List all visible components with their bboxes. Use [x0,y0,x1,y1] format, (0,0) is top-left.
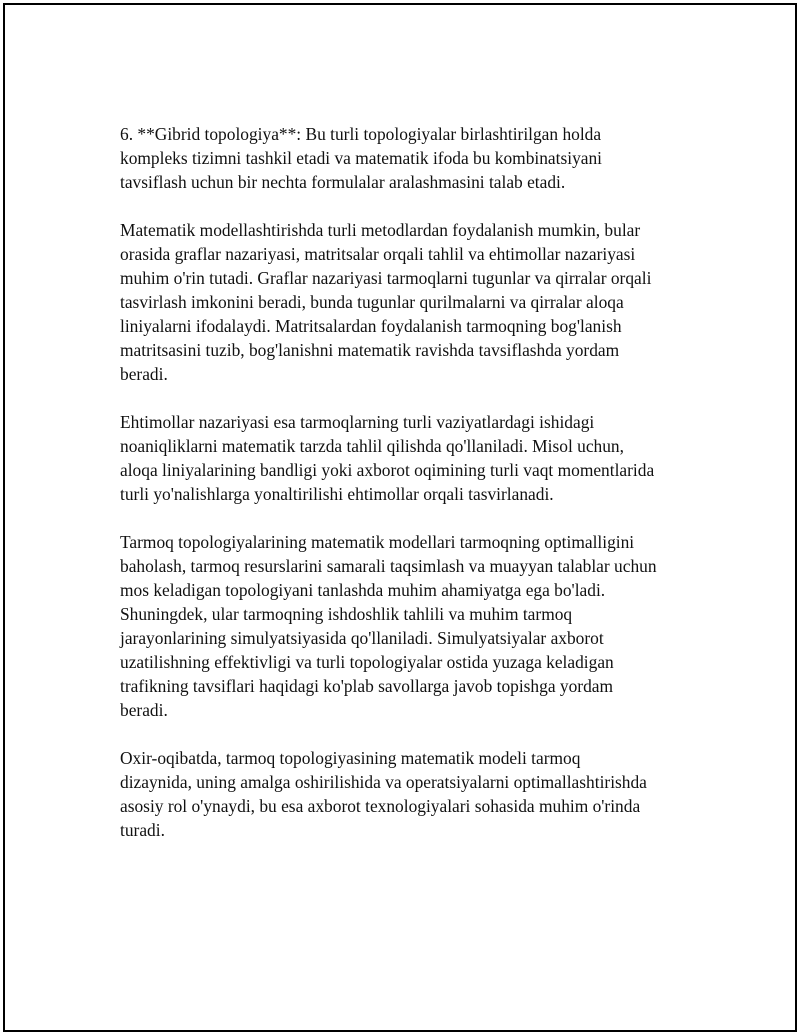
text-line: Shuningdek, ular tarmoqning ishdoshlik tahlili va muhim tarmoq [120,604,573,624]
text-line: dizaynida, uning amalga oshirilishida va operatsiyalarni optimallashtirishda [120,772,647,792]
text-line: turadi. [120,820,165,840]
paragraph-topology-models [120,530,700,722]
document-page [3,3,797,1032]
text-line: baholash, tarmoq resurslarini samarali taqsimlash va muayyan talablar uchun [120,556,657,576]
text-line: asosiy rol o'ynaydi, bu esa axborot texnologiyalari sohasida muhim o'rinda [120,796,641,816]
text-line: Tarmoq topologiyalarining matematik modellari tarmoqning optimalligini [120,532,635,552]
text-line: Oxir-oqibatda, tarmoq topologiyasining matematik modeli tarmoq [120,748,581,768]
text-line: orasida graflar nazariyasi, matritsalar orqali tahlil va ehtimollar nazariyasi [120,244,636,264]
text-line: tasvirlash imkonini beradi, bunda tugunlar qurilmalarni va qirralar aloqa [120,292,624,312]
text-line: tavsiflash uchun bir nechta formulalar aralashmasini talab etadi. [120,172,566,192]
text-line: uzatilishning effektivligi va turli topologiyalar ostida yuzaga keladigan [120,652,614,672]
text-line: 6. **Gibrid topologiya**: Bu turli topologiyalar birlashtirilgan holda [120,124,602,144]
text-line: liniyalarni ifodalaydi. Matritsalardan foydalanish tarmoqning bog'lanish [120,316,622,336]
paragraph-modeling-methods [120,218,700,386]
text-line: trafikning tavsiflari haqidagi ko'plab savollarga javob topishga yordam [120,676,614,696]
text-line: muhim o'rin tutadi. Graflar nazariyasi tarmoqlarni tugunlar va qirralar orqali [120,268,652,288]
text-line: beradi. [120,700,168,720]
paragraph-hybrid-topology [120,122,700,194]
text-line: beradi. [120,364,168,384]
text-line: aloqa liniyalarining bandligi yoki axborot oqimining turli vaqt momentlarida [120,460,655,480]
text-line: jarayonlarining simulyatsiyasida qo'llaniladi. Simulyatsiyalar axborot [120,628,604,648]
text-line: Matematik modellashtirishda turli metodlardan foydalanish mumkin, bular [120,220,641,240]
paragraph-conclusion [120,746,700,842]
paragraph-probability-theory [120,410,700,506]
document-body [120,122,700,866]
text-line: Ehtimollar nazariyasi esa tarmoqlarning turli vaziyatlardagi ishidagi [120,412,595,432]
text-line: turli yo'nalishlarga yonaltirilishi ehtimollar orqali tasvirlanadi. [120,484,554,504]
text-line: matritsasini tuzib, bog'lanishni matematik ravishda tavsiflashda yordam [120,340,620,360]
text-line: noaniqliklarni matematik tarzda tahlil qilishda qo'llaniladi. Misol uchun, [120,436,624,456]
text-line: mos keladigan topologiyani tanlashda muhim ahamiyatga ega bo'ladi. [120,580,606,600]
text-line: kompleks tizimni tashkil etadi va matematik ifoda bu kombinatsiyani [120,148,603,168]
